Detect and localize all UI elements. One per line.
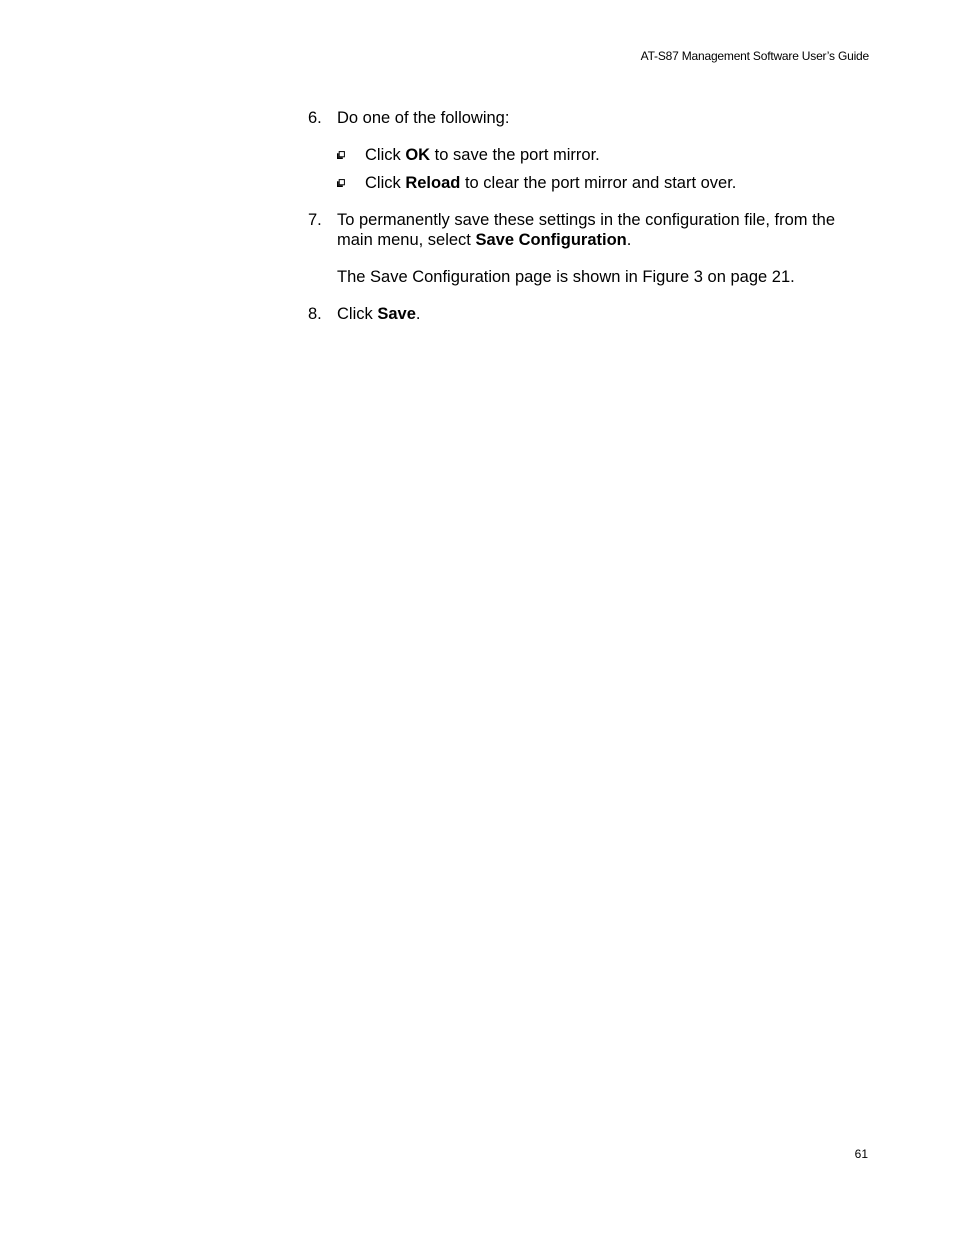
- step-text-after: .: [626, 231, 632, 249]
- step-6: [308, 108, 868, 128]
- option-list: [308, 145, 868, 193]
- checkbox-bullet-icon: [337, 179, 345, 187]
- list-item: [308, 173, 868, 193]
- bullet-text-before: Click: [365, 174, 406, 192]
- bullet-text-after: to save the port mirror.: [430, 146, 600, 164]
- running-header: AT-S87 Management Software User’s Guide: [640, 49, 869, 63]
- step-8: [308, 304, 868, 324]
- page-number: 61: [854, 1147, 868, 1161]
- list-item: [308, 145, 868, 165]
- step-text-before: Click: [337, 305, 378, 323]
- step-text: Do one of the following:: [337, 109, 510, 127]
- step-text-before: To permanently save these settings in the configuration file, from the main menu, select: [337, 211, 836, 249]
- step-number: 8.: [308, 305, 322, 323]
- step-bold-text: Save Configuration: [475, 231, 627, 249]
- bullet-text-after: to clear the port mirror and start over.: [460, 174, 737, 192]
- instruction-steps: [308, 108, 868, 324]
- step-7: [308, 210, 868, 250]
- step-text-after: .: [415, 305, 421, 323]
- step-number: 6.: [308, 109, 322, 127]
- bullet-bold-text: OK: [405, 146, 431, 164]
- figure-reference-note: The Save Configuration page is shown in Figure 3 on page 21.: [337, 268, 795, 286]
- checkbox-bullet-icon: [337, 151, 345, 159]
- bullet-bold-text: Reload: [405, 174, 461, 192]
- bullet-text-before: Click: [365, 146, 406, 164]
- step-bold-text: Save: [377, 305, 416, 323]
- step-number: 7.: [308, 211, 322, 229]
